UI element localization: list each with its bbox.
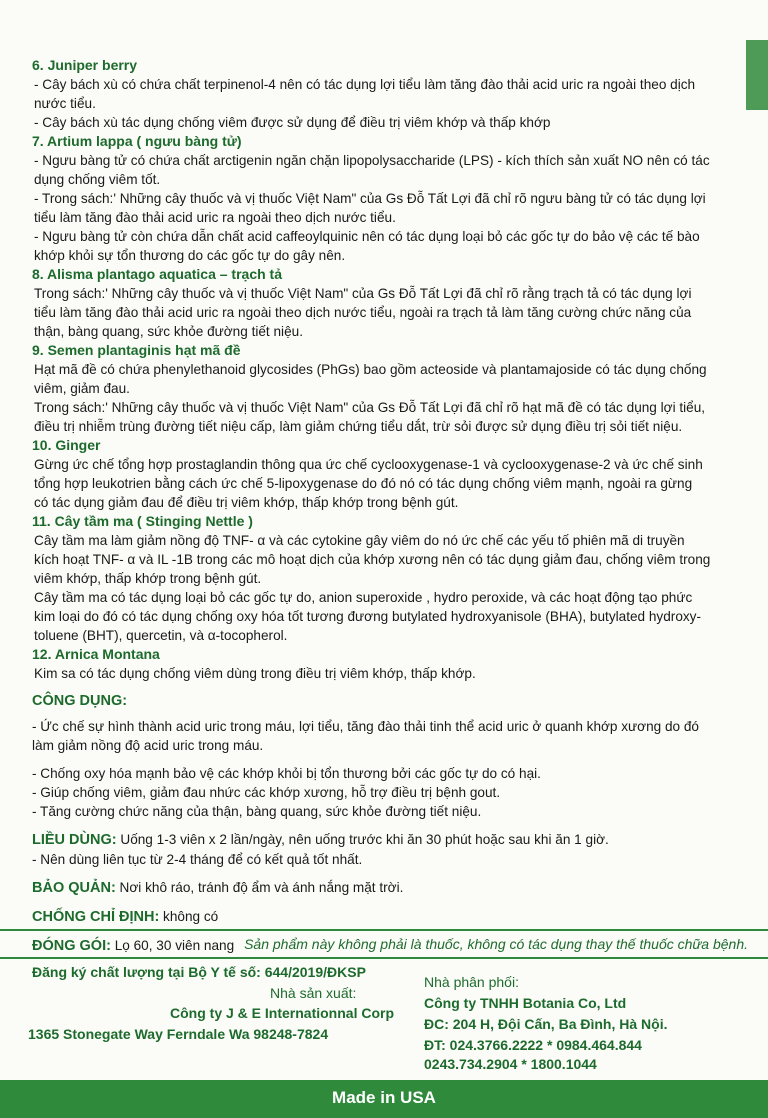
section-line: kim loại do đó có tác dụng chống oxy hóa tốt tương đương butylated hydroxyanisole (BHA), butylated hydroxy- <box>34 609 701 624</box>
section-line: tổng hợp leukotrien bằng cách ức chế 5-lipoxygenase do đó nó có tác dụng chống viêm mạnh, ngoài ra gừng <box>34 476 693 491</box>
section-title: 11. Cây tầm ma ( Stinging Nettle ) <box>32 513 253 529</box>
distributor-phone-1: ĐT: 024.3766.2222 * 0984.464.844 <box>424 1037 642 1053</box>
side-accent-bar <box>746 40 768 110</box>
ingredient-section <box>32 341 748 436</box>
ingredient-section <box>32 132 748 265</box>
distributor-address: ĐC: 204 H, Đội Cấn, Ba Đình, Hà Nội. <box>424 1016 668 1032</box>
manufacturer-address: 1365 Stonegate Way Ferndale Wa 98248-7824 <box>28 1026 329 1042</box>
dosage-text: Uống 1-3 viên x 2 lần/ngày, nên uống trước khi ăn 30 phút hoặc sau khi ăn 1 giờ. <box>116 832 609 847</box>
uses-line-3: - Chống oxy hóa mạnh bảo vệ các khớp khỏi bị tổn thương bởi các gốc tự do có hại. <box>32 766 541 781</box>
section-line: thận, bàng quang, sức khỏe đường tiết niệu. <box>34 324 303 339</box>
section-line: Cây tầm ma làm giảm nồng độ TNF- α và các cytokine gây viêm do nó ức chế các yếu tố phiên mã di truyền <box>34 533 685 548</box>
footer-divider-top <box>0 929 768 931</box>
ingredient-section <box>32 512 748 645</box>
uses-line-1: - Ức chế sự hình thành acid uric trong máu, lợi tiểu, tăng đào thải tinh thể acid uric ở quanh khớp xương do đó <box>32 719 699 734</box>
section-line: nước tiểu. <box>34 96 96 111</box>
section-title: 12. Arnica Montana <box>32 646 160 662</box>
section-line: khớp khỏi sự tổn thương do các gốc tự do gây nên. <box>34 248 346 263</box>
contraindication-section <box>32 907 748 927</box>
dosage-section <box>32 830 748 869</box>
section-title: 7. Artium lappa ( ngưu bàng tử) <box>32 133 242 149</box>
section-line: có tác dụng giảm đau để điều trị viêm khớp, thấp khớp trong bệnh gút. <box>34 495 459 510</box>
uses-line-2: làm giảm nồng độ acid uric trong máu. <box>32 738 264 753</box>
section-line: toluene (BHT), quercetin, và α-tocopherol. <box>34 628 288 643</box>
section-line: - Cây bách xù tác dụng chống viêm được sử dụng để điều trị viêm khớp và thấp khớp <box>34 115 551 130</box>
ingredient-sections <box>32 56 748 683</box>
uses-section <box>32 692 748 821</box>
section-title: 6. Juniper berry <box>32 57 138 73</box>
section-title: 8. Alisma plantago aquatica – trạch tả <box>32 266 283 282</box>
manufacturer-label: Nhà sản xuất: <box>270 985 357 1001</box>
section-line: Hạt mã đề có chứa phenylethanoid glycosides (PhGs) bao gồm acteoside và plantamajoside có tác dụng chống <box>34 362 707 377</box>
uses-title: CÔNG DỤNG: <box>32 693 128 709</box>
made-in-label: Made in USA <box>332 1088 436 1107</box>
ingredient-section <box>32 56 748 132</box>
section-line: Gừng ức chế tổng hợp prostaglandin thông qua ức chế cyclooxygenase-1 và cyclooxygenase-2 và ức chế sinh <box>34 457 703 472</box>
registration-number: Đăng ký chất lượng tại Bộ Y tế số: 644/2019/ĐKSP <box>32 964 366 980</box>
dosage-label: LIỀU DÙNG: <box>32 832 117 848</box>
section-line: - Cây bách xù có chứa chất terpinenol-4 nên có tác dụng lợi tiểu làm tăng đào thải acid uric ra ngoài theo dịch <box>34 77 696 92</box>
section-line: tiểu làm tăng đào thải acid uric ra ngoài theo dịch nước tiểu. <box>34 210 396 225</box>
ingredient-section <box>32 645 748 683</box>
section-line: - Trong sách:' Những cây thuốc và vị thuốc Việt Nam" của Gs Đỗ Tất Lợi đã chỉ rõ ngưu bàng tử có tác dụng lợi <box>34 191 706 206</box>
section-line: kích hoạt TNF- α và IL -1B trong các mô hoạt dịch của khớp xương nên có tác dụng giảm đau, chống viêm trong <box>34 552 711 567</box>
storage-text: Nơi khô ráo, tránh độ ẩm và ánh nắng mặt trời. <box>115 880 404 895</box>
section-line: tiểu làm tăng đào thải acid uric ra ngoài theo dịch nước tiểu, ngoài ra trạch tả làm tăng cường chức năng của <box>34 305 692 320</box>
section-line: viêm khớp, thấp khớp trong bệnh gút. <box>34 571 262 586</box>
section-line: Kim sa có tác dụng chống viêm dùng trong điều trị viêm khớp, thấp khớp. <box>34 666 476 681</box>
storage-section <box>32 878 748 898</box>
section-line: - Ngưu bàng tử còn chứa dẫn chất acid caffeoylquinic nên có tác dụng loại bỏ các gốc tự do bảo vệ các tế bào <box>34 229 700 244</box>
section-line: điều trị nhiễm trùng đường tiết niệu cấp, làm giảm chứng tiểu dắt, trừ sỏi được sử dụng điều trị sỏi tiết niệu. <box>34 419 683 434</box>
section-line: Trong sách:' Những cây thuốc và vị thuốc Việt Nam" của Gs Đỗ Tất Lợi đã chỉ rõ hạt mã đề có tác dụng lợi tiểu, <box>34 400 706 415</box>
section-line: - Ngưu bàng tử có chứa chất arctigenin ngăn chặn lipopolysaccharide (LPS) - kích thích sản xuất NO nên có tác <box>34 153 710 168</box>
uses-line-5: - Tăng cường chức năng của thận, bàng quang, sức khỏe đường tiết niệu. <box>32 804 482 819</box>
ingredient-section <box>32 436 748 512</box>
section-title: 9. Semen plantaginis hạt mã đề <box>32 342 241 358</box>
distributor-label: Nhà phân phối: <box>424 974 519 990</box>
content-area <box>32 56 748 956</box>
uses-line-4: - Giúp chống viêm, giảm đau nhức các khớp xương, hỗ trợ điều trị bệnh gout. <box>32 785 501 800</box>
contraindication-text: không có <box>159 909 219 924</box>
section-line: Cây tầm ma có tác dụng loại bỏ các gốc tự do, anion superoxide , hydro peroxide, và các hoạt động tạo phức <box>34 590 693 605</box>
distributor-name: Công ty TNHH Botania Co, Ltd <box>424 995 627 1011</box>
section-line: viêm, giảm đau. <box>34 381 130 396</box>
distributor-phone-2: 0243.734.2904 * 1800.1044 <box>424 1056 597 1072</box>
footer-divider-bottom <box>0 957 768 959</box>
contraindication-label: CHỐNG CHỈ ĐỊNH: <box>32 909 160 925</box>
ingredient-section <box>32 265 748 341</box>
section-title: 10. Ginger <box>32 437 101 453</box>
section-line: dụng chống viêm tốt. <box>34 172 161 187</box>
dosage-line-2: - Nên dùng liên tục từ 2-4 tháng để có kết quả tốt nhất. <box>32 852 363 867</box>
packaging-text: Lọ 60, 30 viên nang <box>110 938 235 953</box>
storage-label: BẢO QUẢN: <box>32 880 116 896</box>
manufacturer-name: Công ty J & E Internationnal Corp <box>170 1005 395 1021</box>
section-line: Trong sách:' Những cây thuốc và vị thuốc Việt Nam" của Gs Đỗ Tất Lợi đã chỉ rõ rằng trạch tả có tác dụng lợi <box>34 286 692 301</box>
packaging-label: ĐÓNG GÓI: <box>32 938 111 954</box>
disclaimer-note: Sản phẩm này không phải là thuốc, không có tác dụng thay thế thuốc chữa bệnh. <box>244 936 748 952</box>
